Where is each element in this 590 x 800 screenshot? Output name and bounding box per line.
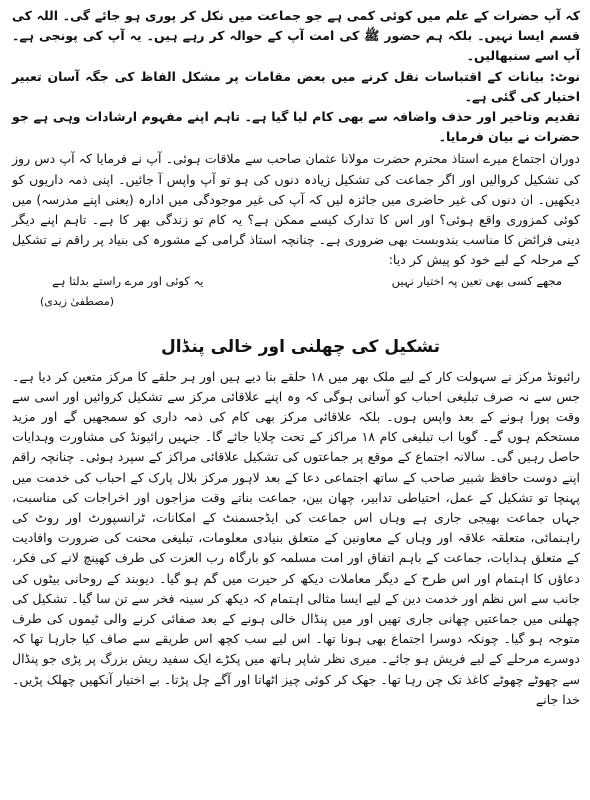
paragraph-meeting: دوران اجتماع میرے استاذ محترم حضرت مولانا عثمان صاحب سے ملاقات ہوئی۔ آپ نے فرمایا کہ آپ دس روز کی تشکیل کروالیں اور اگر جماعت کی تشکیل زیادہ دنوں کی ہو تو آپ واپس آ جائیں۔ اپنی ذمہ داریوں کو دیکھیں۔ ان دنوں کی غیر حاضری میں جائزہ لیں کہ آپ کی غیر موجودگی میں ادارہ (یعنی اپنے مدرسہ) میں کوئی کمزوری واقع ہوئی؟ اور اس کا تدارک کیسے ممکن ہے؟ یہ کام تو زندگی بھر کا ہے۔ تاہم اپنے دیگر دینی فرائض کا مناسب بندوبست بھی ضروری ہے۔ چنانچہ استاذ گرامی کے مشورہ کی بنیاد پر راقم نے تشکیل کے مرحلہ کے لیے خود کو پیش کر دیا:: [12, 151, 580, 268]
couplet-line-second: یہ کوئی اور مرے راستے بدلتا ہے: [52, 273, 204, 288]
note-continuation: تقدیم وتاخیر اور حذف واضافہ سے بھی کام لیا گیا ہے۔ تاہم اپنے مفہوم ارشادات وہی ہے جو حضرات نے بیان فرمایا۔: [12, 109, 580, 145]
couplet-line-first: مجھے کسی بھی تعین پہ اختیار نہیں: [391, 273, 562, 288]
note-paragraph: نوٹ: بیانات کے اقتباسات نقل کرنے میں بعض مقامات پر مشکل الفاظ کی جگہ آسان تعبیر اختیار کی گئی ہے۔: [12, 68, 580, 104]
paragraph-intro: کہ آپ حضرات کے علم میں کوئی کمی ہے جو جماعت میں نکل کر پوری ہو جائے گی۔ اللہ کی قسم ایسا نہیں۔ بلکہ ہم حضور ﷺ کی امت آپ کے حوالہ کر رہے ہیں۔ یہ آپ کی پونجی ہے۔ آپ اسے سنبھالیں۔: [12, 8, 580, 64]
section-heading: تشکیل کی چھلنی اور خالی پنڈال: [160, 336, 440, 357]
poet-attribution: (مصطفیٰ زیدی): [40, 294, 115, 308]
section-body: رائیونڈ مرکز نے سہولت کار کے لیے ملک بھر میں ۱۸ حلقے بنا دیے ہیں اور ہر حلقے کا مرکز متعین کر دیا ہے۔ جس سے نہ صرف تبلیغی احباب کو آسانی ہوگی کہ وہ اپنے علاقائی مرکز سے تشکیل کروائیں اور اسی سے وقت پورا ہونے کے بعد واپس ہوں۔ بلکہ علاقائی مرکز بھی کام کی ذمہ داری کو سمجھیں گے اور مزید مستحکم ہوں گے۔ گویا اب تبلیغی کام ۱۸ مراکز کے تحت چلایا جائے گا۔ جنہیں رائیونڈ کی مشاورت وہدایات حاصل رہیں گی۔ سالانہ اجتماع کے موقع پر جماعتوں کی تشکیل علاقائی مراکز کے سپرد ہوئی۔ چنانچہ راقم اپنے دوست حافظ شبیر صاحب کے ساتھ اجتماعی دعا کے بعد لاہور مرکز بلال پارک کے احباب کی خدمت میں پہنچا تو تشکیل کے عمل، احتیاطی تدابیر، چھان بین، جماعت بناتے وقت مزاجوں اور اخراجات کی مناسبت، جہاں جماعت بھیجی جاری ہے وہاں اس جماعت کی ایڈجسمنٹ کے امکانات، ٹرانسپورٹ اور روٹ کی راہنمائی، متعلقہ علاقہ اور وہاں کے معاونین کے متعلق بنیادی معلومات، تبلیغی محنت کی ضرورت وافادیت کے متعلق ہدایات، جماعت کے باہم اتفاق اور امت مسلمہ کو بارگاہ رب العزت کی طرف کھینچ لانے کی فکر، دعاؤں کا اہتمام اور اس طرح کے دیگر معاملات دیکھ کر حیرت میں گم ہو گیا۔ دیوبند کے روحانی بیٹوں کی جانب سے اس نظم اور خدمت دین کے لیے ایسا مثالی اہتمام کہ دیکھ کر سینہ فخر سے تن سا گیا۔ تشکیل کی چھلنی میں جماعتیں چھانی جاری تھیں اور میں پنڈال خالی ہونے کے بعد صفائی کرنے والی ٹیموں کی طرف متوجہ ہو گیا۔ چونکہ دوسرا اجتماع بھی ہونا تھا۔ اس لیے سب کچھ اس طریقے سے صاف کیا جارہا تھا کہ دوسرے مرحلے کے لیے فریش ہو جائے۔ میری نظر شاپر ہاتھ میں پکڑے ایک سفید ریش بزرگ پر پڑی جو پنڈال سے چھوٹے چھوٹے کاغذ تک چن رہا تھا۔ جھک کر کوئی چیز اٹھاتا اور آگے چل پڑتا۔ بے اختیار آنکھیں چھلک پڑیں۔ خدا جانے: [12, 368, 580, 707]
poetry-couplet: [12, 272, 580, 290]
